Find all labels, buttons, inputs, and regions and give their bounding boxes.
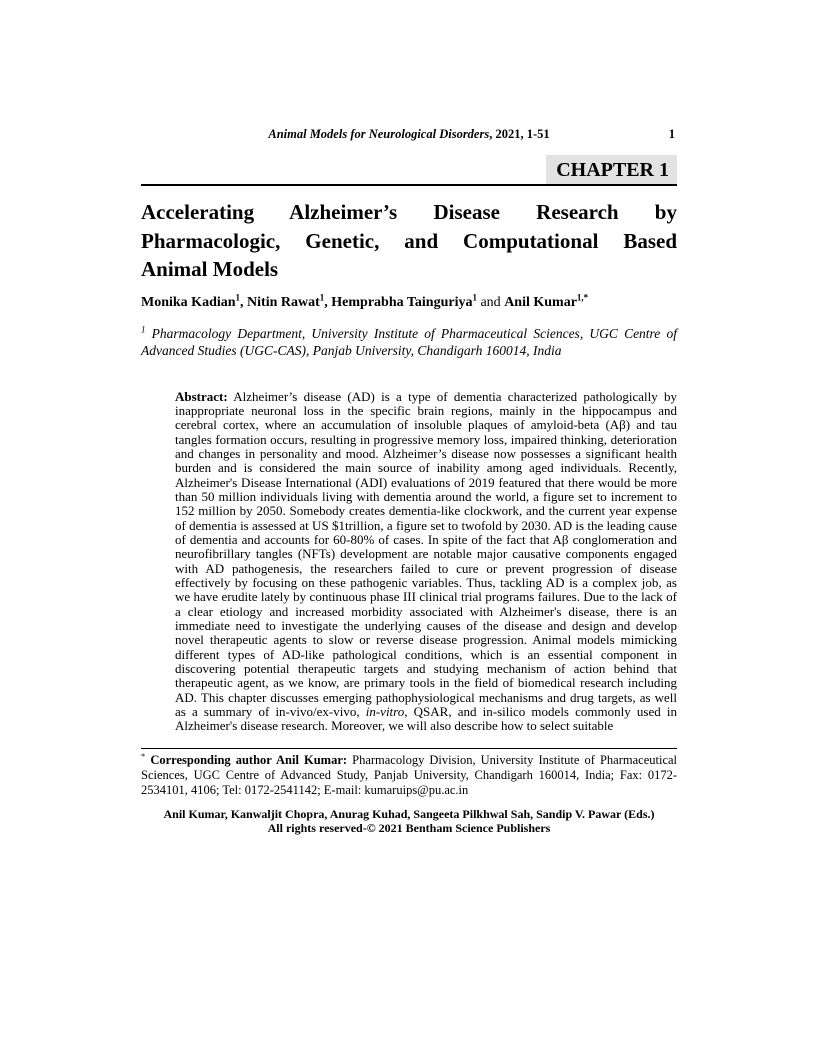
chapter-title bbox=[141, 198, 677, 284]
affiliation bbox=[141, 325, 677, 359]
affiliation-text: Pharmacology Department, University Institute of Pharmaceutical Sciences, UGC Centre of Advanced Studies (UGC-CAS), Panjab University, Chandigarh 160014, India bbox=[141, 325, 677, 358]
author-name-4: Anil Kumar bbox=[504, 294, 577, 310]
page-number: 1 bbox=[668, 127, 675, 141]
copyright-line: All rights reserved-© 2021 Bentham Science Publishers bbox=[267, 821, 551, 836]
affiliation-mark: 1 bbox=[141, 324, 146, 334]
footnote bbox=[141, 748, 677, 798]
abstract-text-2: , QSAR, and in-silico models commonly used in Alzheimer's disease research. Moreover, we will also describe how to select suitable bbox=[175, 704, 678, 734]
abstract-label: Abstract: bbox=[175, 388, 228, 404]
book-title: Animal Models for Neurological Disorders bbox=[268, 127, 490, 141]
author-separator-1: , bbox=[240, 294, 248, 310]
footnote-paragraph bbox=[141, 750, 678, 798]
footnote-asterisk: * bbox=[141, 750, 146, 761]
chapter-row bbox=[141, 155, 677, 186]
author-name-2: Nitin Rawat bbox=[247, 294, 320, 310]
editors-line: Anil Kumar, Kanwaljit Chopra, Anurag Kuhad, Sangeeta Pilkhwal Sah, Sandip V. Pawar (Eds.) bbox=[163, 806, 655, 821]
author-connector: and bbox=[476, 294, 505, 310]
imprint bbox=[141, 807, 677, 836]
abstract-italic-term: in-vitro bbox=[365, 704, 405, 720]
author-affmark-4: 1,* bbox=[576, 291, 589, 302]
author-affmark-3: 1 bbox=[472, 291, 477, 302]
running-header-title bbox=[141, 126, 677, 143]
abstract-text-1: Alzheimer’s disease (AD) is a type of dementia characterized pathologically by inappropriate neuronal loss in the specific brain regions, mainly in the hippocampus and cerebral cortex, where an accumulation of insoluble plaques of amyloid-beta (Aβ) and tau tangles formation occurs, resulting in progressive memory loss, impaired thinking, deterioration and changes in personality and mood. Alzheimer’s disease now possesses a significant health burden and is considered the main source of inability among aged individuals. Recently, Alzheimer's Disease International (ADI) evaluations of 2019 featured that there would be more than 50 million individuals living with dementia around the world, a figure set to increment to 152 million by 2050. Somebody creates dementia-like clockwork, and the current year expense of dementia is assessed at US $1trillion, a figure set to twofold by 2030. AD is the leading cause of dementia and accounts for 60-80% of cases. In spite of the fact that Aβ conglomeration and neurofibrillary tangles (NFTs) development are notable major causative components engaged with AD pathogenesis, the researchers failed to cure or prevent progression of disease effectively by focusing on these pathogenic variables. Thus, tackling AD is a complex job, as we have erudite lately by continuous phase III clinical trial programs failures. Due to the lack of a clear etiology and increased morbidity associated with Alzheimer's disease, there is an immediate need to investigate the underlying causes of the disease and design and develop novel therapeutic agents to slow or reverse disease progression. Animal models mimicking different types of AD-like pathological conditions, which is an essential component in discovering potential therapeutic targets and studying mechanism of action behind that therapeutic agent, as we know, are primary tools in the field of biomedical research including AD. This chapter discusses emerging pathophysiological mechanisms and drug targets, as well as a summary of in-vivo/ex-vivo, bbox=[175, 388, 677, 720]
footnote-text: Pharmacology Division, University Institute of Pharmaceutical Sciences, UGC Centre of Advanced Study, Panjab University, Chandigarh 160014, India; Fax: 0172-2534101, 4106; Tel: 0172-2541142; E-mail: kumaruips@pu.ac.in bbox=[141, 752, 678, 797]
authors-line bbox=[141, 291, 677, 311]
title-line-3: Animal Models bbox=[141, 257, 279, 281]
author-name-1: Monika Kadian bbox=[141, 294, 236, 310]
author-affmark-1: 1 bbox=[235, 291, 241, 302]
title-line-1: Accelerating Alzheimer’s Disease Research by bbox=[141, 200, 677, 224]
issue-info: , 2021, 1-51 bbox=[489, 127, 550, 141]
author-name-3: Hemprabha Tainguriya bbox=[331, 294, 473, 310]
chapter-badge: CHAPTER 1 bbox=[546, 155, 677, 184]
title-line-2: Pharmacologic, Genetic, and Computational Based bbox=[141, 228, 677, 253]
author-affmark-2: 1 bbox=[319, 291, 325, 302]
author-separator-2: , bbox=[324, 294, 332, 310]
abstract bbox=[175, 390, 677, 734]
corresponding-author-label: Corresponding author Anil Kumar: bbox=[150, 752, 348, 767]
running-header bbox=[141, 126, 677, 143]
abstract-paragraph bbox=[175, 390, 677, 734]
page-content bbox=[141, 126, 677, 836]
